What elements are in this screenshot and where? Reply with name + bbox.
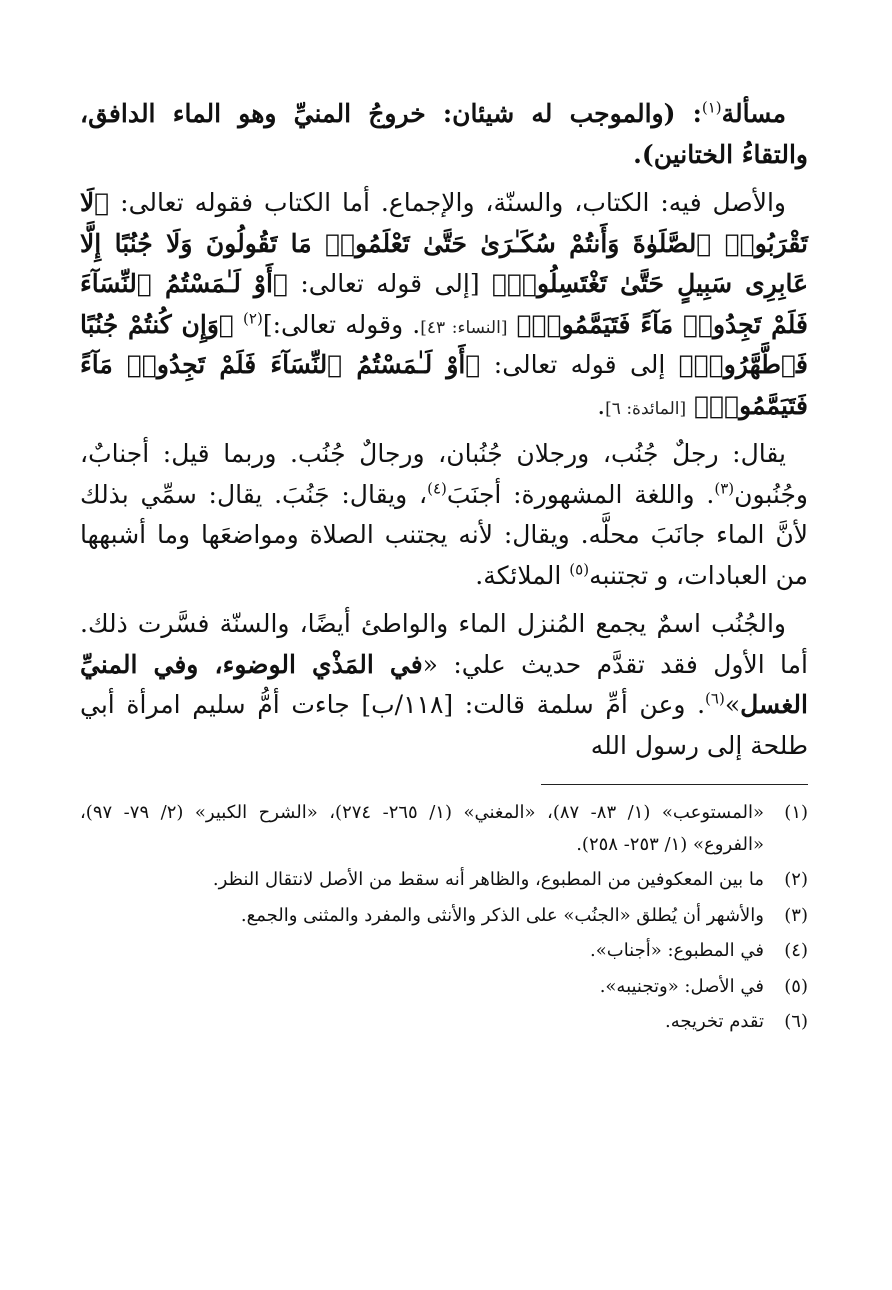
- paragraph-masala: [80, 94, 808, 175]
- footnote-text: تقدم تخريجه.: [665, 1011, 764, 1032]
- book-page: [80, 94, 808, 1042]
- footnote-item: [80, 971, 808, 1003]
- definition-text: . واللغة المشهورة: أجنَبَ: [446, 479, 715, 509]
- footnote-marker[interactable]: (٦): [705, 689, 725, 708]
- footnote-item: [80, 935, 808, 967]
- footnote-item: [80, 1006, 808, 1038]
- evidence-text: .: [597, 390, 606, 420]
- footnote-number: (٢): [784, 869, 808, 890]
- footnotes-section: [80, 797, 808, 1038]
- footnote-item: [80, 900, 808, 932]
- footnote-item: [80, 797, 808, 860]
- footnote-text: والأشهر أن يُطلق «الجنُب» على الذكر والأنثى والمفرد والمثنى والجمع.: [240, 904, 764, 926]
- footnote-divider: [541, 784, 808, 785]
- footnote-item: [80, 864, 808, 896]
- definition-text: الملائكة.: [475, 560, 562, 590]
- sunnah-text: »: [724, 690, 741, 719]
- sunnah-text: والجُنُب اسمٌ يجمع المُنزل الماء والواطئ أيضًا، والسنّة فسَّرت ذلك. أما الأول فقد تقدَّم حديث علي: «: [80, 609, 808, 679]
- verse-reference: [النساء: ٤٣]: [420, 317, 508, 338]
- footnote-marker[interactable]: (٢): [243, 309, 263, 328]
- evidence-intro: والأصل فيه: الكتاب، والسنّة، والإجماع. أما الكتاب فقوله تعالى:: [120, 188, 786, 217]
- sunnah-text: . وعن أمِّ سلمة قالت: [١١٨/ب] جاءت أمُّ سليم امرأة أبي طلحة إلى رسول الله: [80, 690, 808, 760]
- quran-verse: ﴿أَوْ لَـٰمَسْتُمُ ٱلنِّسَآءَ فَلَمْ تَجِدُوا۟ مَآءً فَتَيَمَّمُوا۟﴾: [80, 269, 809, 339]
- footnote-number: (١): [784, 802, 809, 823]
- evidence-text: [إلى قوله تعالى:: [300, 269, 480, 298]
- quran-verse: ﴿لَا تَقْرَبُوا۟ ٱلصَّلَوٰةَ وَأَنتُمْ سُكَـٰرَىٰ حَتَّىٰ تَعْلَمُوا۟ مَا تَقُولُونَ وَلَا جُنُبًا إِلَّا عَابِرِى سَبِيلٍ حَتَّىٰ تَغْتَسِلُوا۟﴾: [80, 188, 808, 298]
- footnote-number: (٣): [784, 904, 808, 926]
- quran-verse: ﴿وَإِن كُنتُمْ جُنُبًا فَٱطَّهَّرُوا۟﴾: [80, 309, 808, 379]
- footnote-marker[interactable]: (٥): [569, 560, 590, 579]
- evidence-text: إلى قوله تعالى:: [493, 350, 666, 379]
- evidence-text: . وقوله تعالى:]: [262, 309, 421, 339]
- masala-heading: مسألة: [721, 99, 786, 128]
- verse-reference: [المائدة: ٦]: [605, 398, 687, 419]
- definition-text: يقال: رجلٌ جُنُب، ورجلان جُنُبان، ورجالٌ جُنُب. وربما قيل: أجنابٌ، وجُنُبون: [80, 439, 808, 509]
- hadith-quote: في المَذْي الوضوء، وفي المنيِّ الغسل: [80, 649, 808, 719]
- paragraph-evidence: [80, 183, 808, 426]
- footnote-marker[interactable]: (١): [701, 98, 722, 117]
- footnote-text: في الأصل: «وتجنيبه».: [599, 975, 764, 997]
- footnote-text: «المستوعب» (١/ ٨٣- ٨٧)، «المغني» (١/ ٢٦٥- ٢٧٤)، «الشرح الكبير» (٢/ ٧٩- ٩٧)، «الفروع» (١/ ٢٥٣- ٢٥٨).: [80, 802, 765, 855]
- paragraph-sunnah: [80, 604, 808, 766]
- quran-verse: ﴿أَوْ لَـٰمَسْتُمُ ٱلنِّسَآءَ فَلَمْ تَجِدُوا۟ مَآءً فَتَيَمَّمُوا۟﴾: [80, 350, 808, 420]
- footnote-number: (٥): [784, 975, 808, 997]
- masala-text: : (والموجب له شيئان: خروجُ المنيِّ وهو الماء الدافق، والتقاءُ الختانين).: [80, 99, 808, 169]
- footnote-number: (٤): [784, 940, 808, 961]
- footnote-text: ما بين المعكوفين من المطبوع، والظاهر أنه سقط من الأصل لانتقال النظر.: [212, 869, 764, 890]
- definition-text: ، ويقال: جَنُبَ. يقال: سمِّي بذلك لأنَّ الماء جانَبَ محلَّه. ويقال: لأنه يجتنب الصلاة ومواضعَها وما أشبهها من العبادات، و تجتنبه: [80, 479, 808, 590]
- footnote-text: في المطبوع: «أجناب».: [590, 940, 764, 961]
- main-text: [80, 94, 808, 766]
- paragraph-definition: [80, 434, 808, 596]
- footnote-marker[interactable]: (٣): [714, 479, 735, 498]
- footnote-number: (٦): [784, 1011, 808, 1032]
- footnote-marker[interactable]: (٤): [427, 479, 447, 498]
